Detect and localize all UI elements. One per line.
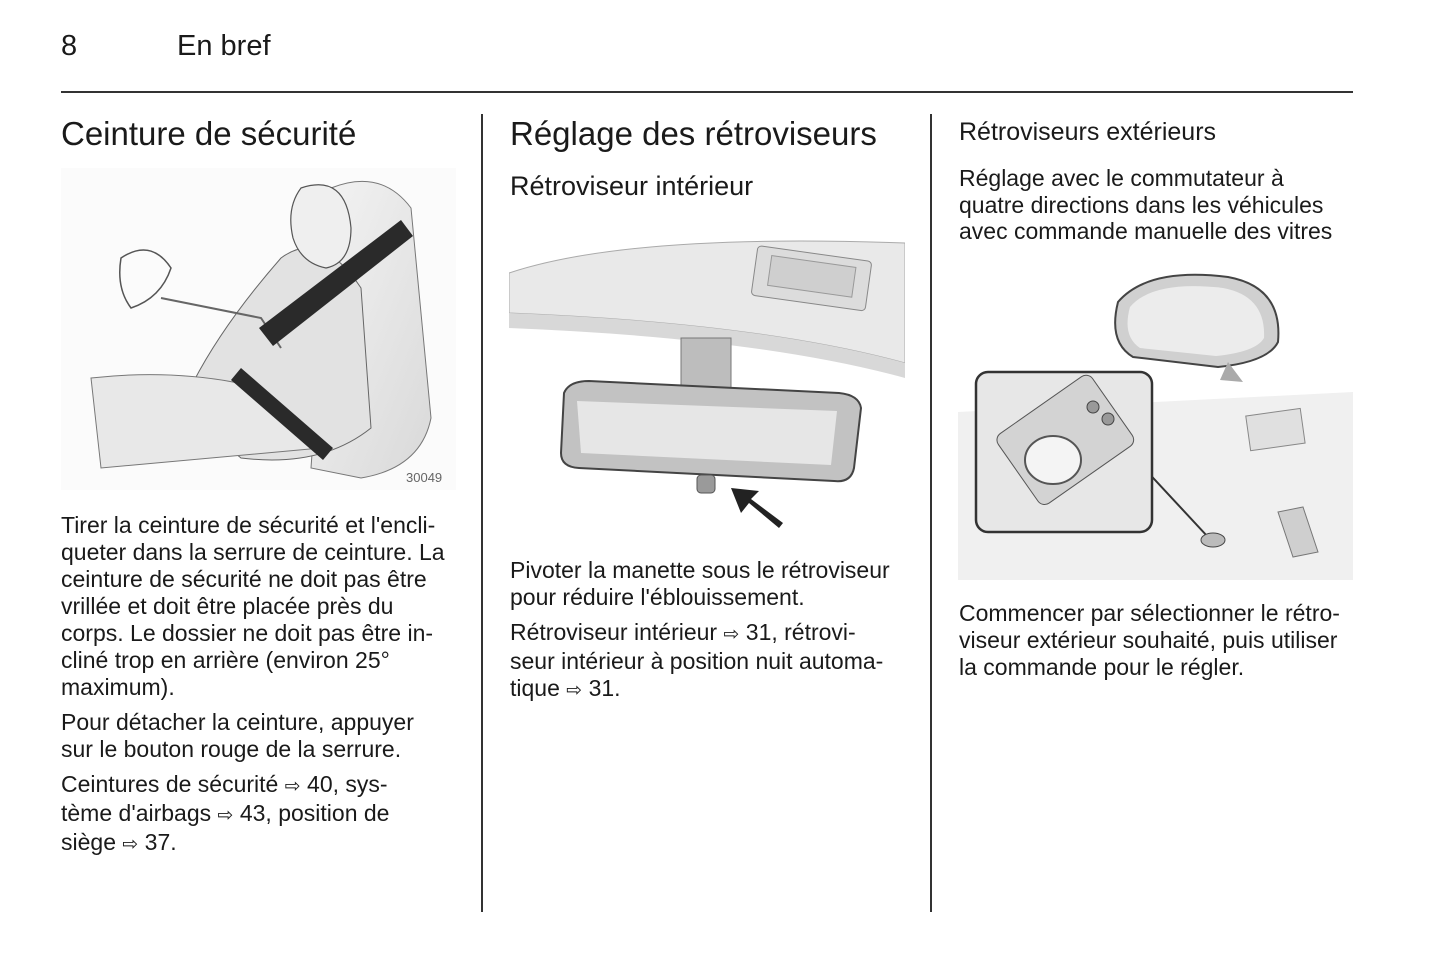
exterior-mirror-illustration	[958, 262, 1353, 580]
section-title-mirrors: Réglage des rétroviseurs	[510, 115, 877, 152]
exterior-mirror-text	[959, 600, 1359, 689]
header-divider	[61, 91, 1353, 93]
figure-code: 30049	[406, 470, 443, 485]
column-mirrors	[510, 114, 920, 202]
column-seatbelt	[61, 114, 461, 154]
reference-arrow-icon: ⇨	[122, 833, 139, 855]
interior-mirror-text	[510, 557, 920, 712]
reference-link[interactable]: 40, sys-	[300, 771, 388, 797]
subsection-title-interior-mirror: Rétroviseur intérieur	[510, 171, 754, 201]
page-number: 8	[61, 30, 78, 62]
reference-link[interactable]: 31, rétrovi-	[739, 619, 856, 645]
reference-link[interactable]: 31.	[582, 675, 621, 701]
reference-arrow-icon: ⇨	[566, 679, 583, 701]
exterior-mirror-paragraph: Commencer par sélectionner le rétro- viseur extérieur souhaité, puis utiliser la commande pour le régler.	[959, 600, 1340, 680]
reference-arrow-icon: ⇨	[217, 804, 234, 826]
reference-arrow-icon: ⇨	[723, 623, 740, 645]
interior-mirror-illustration	[509, 213, 905, 538]
seatbelt-text	[61, 512, 471, 866]
column-divider-1	[481, 114, 483, 912]
seatbelt-references: Ceintures de sécurité ⇨ 40, sys- tème d'airbags ⇨ 43, position de siège ⇨ 37.	[61, 771, 390, 855]
reference-link[interactable]: 37.	[138, 829, 177, 855]
exterior-mirrors-lead: Réglage avec le commutateur à quatre directions dans les véhicules avec commande manuelle des vitres	[959, 165, 1333, 244]
seatbelt-paragraph-1: Tirer la ceinture de sécurité et l'encli- queter dans la serrure de ceinture. La ceinture de sécurité ne doit pas être vrillée et doit être placée près du corps. Le dossier ne doit pas être in- cliné trop en arrière (environ 25° maximum).	[61, 512, 445, 700]
section-title-seatbelt: Ceinture de sécurité	[61, 115, 357, 152]
seatbelt-illustration	[61, 168, 456, 490]
section-title-exterior-mirrors: Rétroviseurs extérieurs	[959, 118, 1217, 146]
section-name: En bref	[177, 30, 271, 62]
reference-arrow-icon: ⇨	[284, 775, 301, 797]
column-divider-2	[930, 114, 932, 912]
interior-mirror-paragraph: Pivoter la manette sous le rétroviseur pour réduire l'éblouissement.	[510, 557, 890, 610]
seatbelt-paragraph-2: Pour détacher la ceinture, appuyer sur le bouton rouge de la serrure.	[61, 709, 414, 762]
reference-link[interactable]: 43, position de	[233, 800, 390, 826]
column-exterior-mirrors	[959, 114, 1359, 245]
interior-mirror-references: Rétroviseur intérieur ⇨ 31, rétrovi- seur intérieur à position nuit automa- tique ⇨ 31.	[510, 619, 884, 701]
